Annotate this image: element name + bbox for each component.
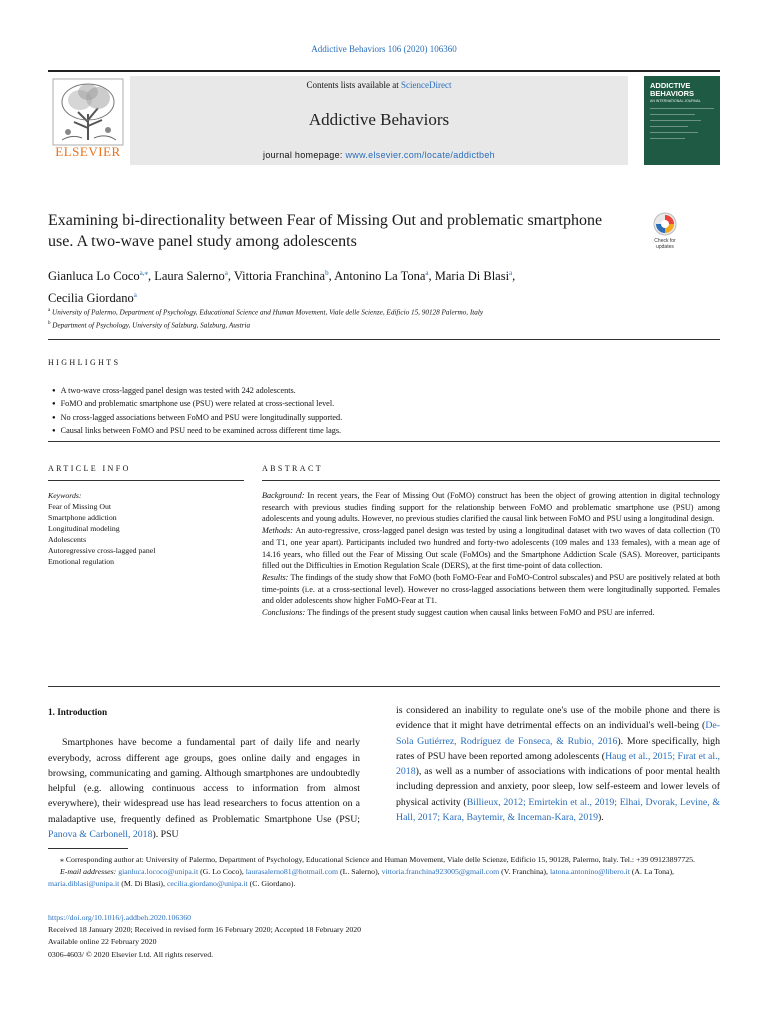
body-column-left: [48, 705, 360, 842]
check-for-updates-button[interactable]: [648, 212, 682, 252]
abstract-results: [262, 572, 720, 607]
available-online-date: Available online 22 February 2020: [48, 937, 157, 947]
author-name[interactable]: Antonino La Tona: [334, 269, 426, 284]
author-separator: ,: [227, 269, 234, 284]
citation-link[interactable]: De-Sola Gutiérrez, Rodríguez de Fonseca, & Rubio, 2016: [396, 720, 720, 747]
author-affiliation-marker[interactable]: a: [425, 269, 429, 277]
conclusions-text: The findings of the present study suggest caution when causal links between FoMO and PSU are inferred.: [307, 608, 655, 618]
cover-title: [650, 82, 714, 98]
email-link[interactable]: gianluca.lococo@unipa.it: [118, 867, 199, 877]
highlight-item: ● No cross-lagged associations between FoMO and PSU were longitudinally supported.: [52, 412, 712, 425]
author-separator: ,: [328, 269, 335, 284]
author-separator: ,: [428, 269, 435, 284]
email-list: [48, 867, 674, 888]
keyword: Adolescents: [48, 535, 87, 544]
keyword: Longitudinal modeling: [48, 524, 120, 533]
cover-rule: [650, 120, 701, 121]
copyright-notice: 0306-4603/ © 2020 Elsevier Ltd. All rights reserved.: [48, 949, 214, 959]
intro-paragraph: [48, 735, 360, 842]
email-owner: (A. La Tona),: [629, 867, 675, 877]
paragraph-text: ), as well as a number of associations with indications of poor mental health including depression and anxiety, poor sleep, low self-esteem and lower levels of physical activity (: [396, 766, 720, 808]
results-label: Results:: [262, 572, 289, 582]
divider: [48, 686, 720, 687]
author-separator: ,: [512, 269, 516, 284]
background-text: In recent years, the Fear of Missing Out (FoMO) construct has been the object of growing attention in digital technology research with previous studies finding support for the relationship between FoMO and problematic smartphone use (PSU) among adolescents and young adults. However, no previous studies clarified the causal link between FoMO and PSU using a longitudinal design.: [262, 491, 720, 524]
cover-rule: [650, 138, 685, 139]
cover-rule: [650, 126, 688, 127]
paragraph-text: ). More specifically, high rates of PSU have been reported among adolescents (: [396, 735, 720, 762]
paragraph-text: Smartphones have become a fundamental part of daily life and nearly everybody, across different age groups, goes online daily and engages in browsing, communicating and gaming. Although smartphones are undoubtedly helpful (e.g. allowing continuous access to information from almost everywhere), their widespread use has lead researchers to focus attention on a maladaptive use, frequently defined as Problematic Smartphone Use (PSU;: [48, 737, 360, 825]
email-link[interactable]: laurasalerno81@hotmail.com: [245, 867, 339, 877]
elsevier-tree-icon: [52, 78, 124, 146]
email-link[interactable]: latona.antonino@libero.it: [549, 867, 630, 877]
keyword: Autoregressive cross-lagged panel: [48, 546, 156, 555]
keyword: Smartphone addiction: [48, 513, 117, 522]
journal-title: Addictive Behaviors: [308, 110, 450, 129]
highlight-item: ● Causal links between FoMO and PSU need to be examined across different time lags.: [52, 425, 712, 438]
abstract-background: [262, 490, 720, 525]
divider: [48, 480, 244, 481]
corresponding-author-note: ⁎ Corresponding author at: University of Palermo, Department of Psychology, Educational Science and Human Movement, Viale delle Scienze, Edificio 15, 90128, Palermo, Italy. Tel.: +39 09123897725.: [60, 855, 696, 864]
author-affiliation-marker[interactable]: b: [325, 269, 329, 277]
article-footer-metadata: [48, 912, 720, 961]
homepage-prefix: journal homepage:: [263, 150, 346, 160]
intro-paragraph-continued: [396, 703, 720, 825]
email-link[interactable]: vittoria.franchina923005@gmail.com: [381, 867, 500, 877]
abstract-conclusions: [262, 607, 720, 619]
keyword: Emotional regulation: [48, 557, 115, 566]
email-owner: (L. Salerno),: [338, 867, 382, 877]
elsevier-wordmark: ELSEVIER: [55, 144, 121, 159]
crossmark-label-2: updates: [656, 244, 674, 250]
author-name[interactable]: Vittoria Franchina: [233, 269, 326, 284]
footnotes: [48, 854, 720, 891]
background-label: Background:: [262, 491, 305, 500]
keywords-list: [48, 501, 244, 567]
email-link[interactable]: cecilia.giordano@unipa.it: [166, 879, 248, 889]
affiliation-line: [48, 305, 720, 318]
cover-title-line-2: BEHAVIORS: [650, 89, 695, 98]
author-affiliation-marker[interactable]: a,⁎: [139, 269, 148, 277]
journal-reference-link[interactable]: Addictive Behaviors 106 (2020) 106360: [311, 44, 457, 54]
author-name[interactable]: Cecilia Giordano: [48, 291, 134, 306]
citation-link[interactable]: Haug et al., 2015; Fırat et al., 2018: [396, 750, 720, 778]
affiliation-line: [48, 318, 720, 331]
citation-link[interactable]: Panova & Carbonell, 2018: [48, 829, 153, 841]
journal-homepage-link[interactable]: www.elsevier.com/locate/addictbeh: [345, 150, 495, 160]
crossmark-label-1: Check for: [654, 238, 676, 244]
author-separator: ,: [148, 269, 155, 284]
author-affiliation-marker[interactable]: a: [509, 269, 513, 277]
article-title: Examining bi-directionality between Fear of Missing Out and problematic smartphone use. A two-wave panel study among adolescents: [48, 212, 603, 250]
cover-rule: [650, 132, 698, 133]
affiliation-text: Department of Psychology, University of Salzburg, Salzburg, Austria: [52, 321, 251, 330]
section-heading: 1. Introduction: [48, 707, 108, 717]
crossmark-icon: [653, 212, 677, 236]
article-info-heading: ARTICLE INFO: [48, 464, 131, 473]
paragraph-text: ). PSU: [152, 829, 179, 841]
keywords-label: Keywords:: [48, 491, 82, 500]
email-label: E-mail addresses:: [60, 867, 117, 877]
affiliations: [48, 305, 720, 332]
divider: [48, 339, 720, 340]
body-column-right: [396, 703, 720, 825]
abstract-methods: [262, 525, 720, 572]
citation-link[interactable]: Billieux, 2012; Emirtekin et al., 2019; Elhai, Dvorak, Levine, & Hall, 2017; Kara, Baytemir, & Inceman-Kara, 2019: [396, 796, 720, 824]
affiliation-marker: b: [48, 321, 51, 327]
highlight-item: ● FoMO and problematic smartphone use (PSU) were related at cross-sectional level.: [52, 398, 712, 411]
author-name[interactable]: Laura Salerno: [154, 269, 225, 284]
email-link[interactable]: maria.diblasi@unipa.it: [48, 879, 120, 889]
divider: [48, 441, 720, 442]
conclusions-label: Conclusions:: [262, 608, 306, 618]
author-affiliation-marker[interactable]: a: [224, 269, 228, 277]
elsevier-logo[interactable]: [48, 78, 128, 166]
cover-subtitle: AN INTERNATIONAL JOURNAL: [650, 99, 701, 103]
email-owner: (M. Di Blasi),: [119, 879, 167, 889]
author-name[interactable]: Maria Di Blasi: [434, 269, 510, 284]
contents-prefix: Contents lists available at: [306, 80, 401, 90]
keyword: Fear of Missing Out: [48, 502, 112, 511]
journal-cover-thumbnail[interactable]: [644, 76, 720, 165]
sciencedirect-link[interactable]: ScienceDirect: [401, 80, 452, 90]
email-owner: (C. Giordano).: [247, 879, 296, 889]
doi-link[interactable]: https://doi.org/10.1016/j.addbeh.2020.106360: [48, 913, 192, 922]
author-affiliation-marker[interactable]: a: [133, 291, 137, 300]
methods-text: An auto-regressive, cross-lagged panel design was tested by using a longitudinal dataset with two waves of data collection (T0 and T1, one year apart). Participants included two hundred and forty-two adolescents (109 males and 133 females), with a mean age of 14.16 years, who filled out the Fear of Missing Out scale (FoMOs) and the Smartphone Addiction Scale (SAS). Moreover, participants filled out the Difficulties in Emotion Regulation Scale (DERS), at the first time-point of data collection.: [262, 526, 720, 571]
contents-line: [130, 80, 628, 90]
received-dates: Received 18 January 2020; Received in revised form 16 February 2020; Accepted 18 February 2020: [48, 925, 362, 935]
email-owner: (V. Franchina),: [499, 867, 550, 877]
cover-rule: [650, 108, 714, 109]
affiliation-marker: a: [48, 308, 51, 313]
paragraph-text: ).: [598, 812, 604, 824]
footnote-divider: [48, 848, 128, 849]
highlights-list: [52, 385, 712, 438]
paragraph-text: is considered an inability to regulate one's use of the mobile phone and there is evidence that it might have detrimental effects on an individual's well-being (: [396, 705, 720, 732]
masthead-center: [130, 76, 628, 165]
homepage-line: [130, 150, 628, 160]
abstract-text: [262, 490, 720, 619]
affiliation-text: University of Palermo, Department of Psychology, Educational Science and Human Movement, Viale delle Scienze, Edificio 15, 90128 Palermo, Italy: [52, 308, 484, 317]
cover-rule: [650, 114, 695, 115]
highlight-item: ● A two-wave cross-lagged panel design was tested with 242 adolescents.: [52, 385, 712, 398]
author-name[interactable]: Gianluca Lo Coco: [48, 269, 140, 284]
methods-label: Methods:: [262, 526, 293, 536]
keywords-block: [48, 490, 244, 567]
abstract-heading: ABSTRACT: [262, 464, 323, 473]
divider: [262, 480, 720, 481]
results-text: The findings of the study show that FoMO (both FoMO-Fear and FoMO-Control subscales) and PSU are positively related at both time-points (i.e. at a cross-sectional level). However no cross-lagged associations between them were longitudinally supported. Females and older adolescents show higher FoMO-Fear at T1.: [262, 572, 720, 606]
journal-masthead: [48, 70, 720, 165]
email-addresses: [48, 866, 720, 890]
highlights-heading: HIGHLIGHTS: [48, 358, 121, 367]
cover-title-line-1: ADDICTIVE: [650, 81, 691, 90]
author-list: [48, 264, 688, 308]
email-owner: (G. Lo Coco),: [198, 867, 246, 877]
